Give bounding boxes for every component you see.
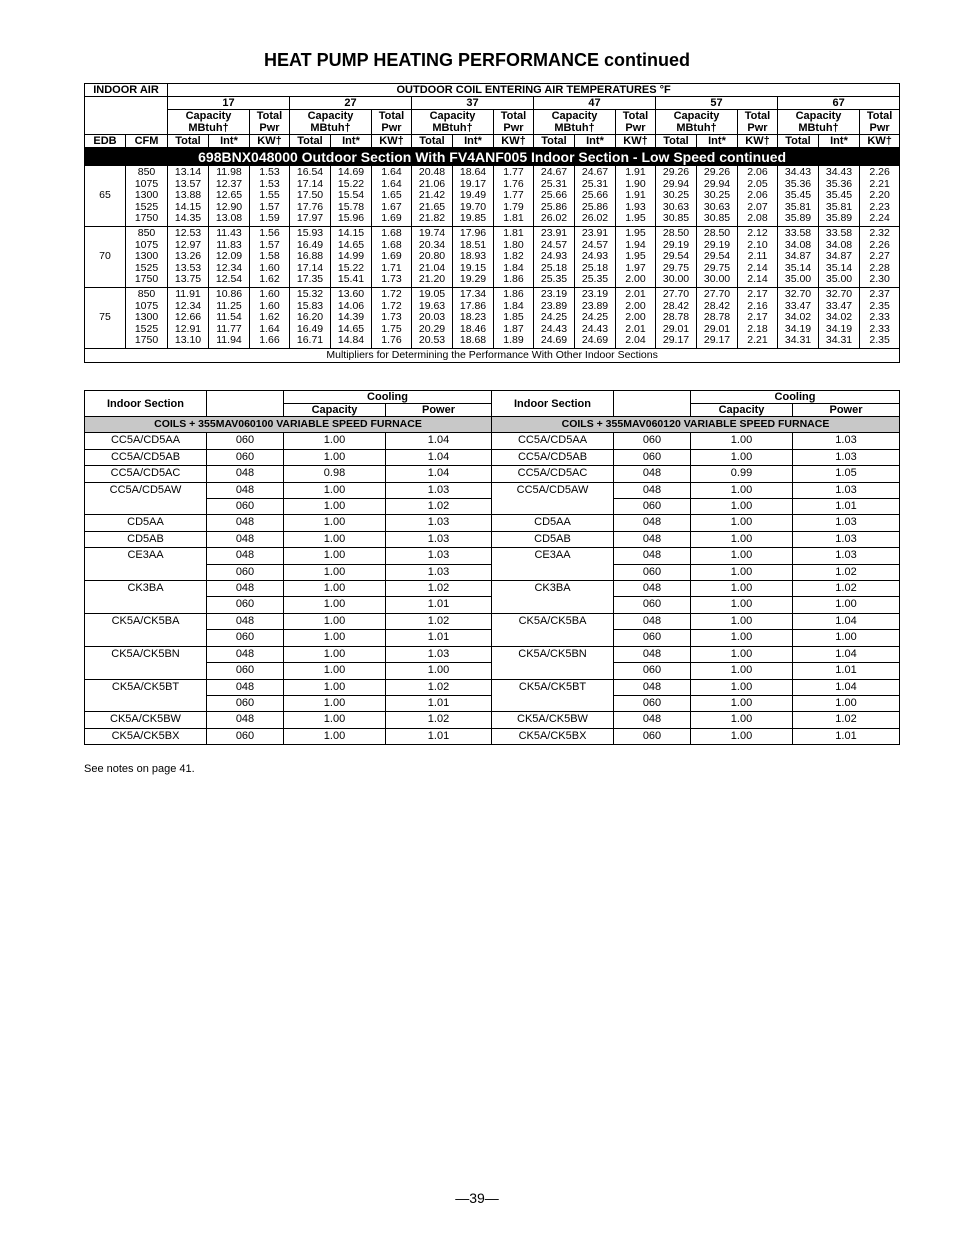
size-value: 060	[207, 597, 284, 613]
power-multiplier: 1.00	[793, 630, 900, 646]
indoor-section-value: CK3BA	[492, 581, 614, 614]
capacity-multiplier: 1.00	[284, 531, 386, 547]
indoor-section-value: CC5A/CD5AA	[492, 433, 614, 449]
total-header: Total	[412, 135, 453, 148]
total-capacity-values: 16.54 17.14 17.50 17.76 17.97	[290, 166, 331, 226]
total-capacity-values: 15.93 16.49 16.88 17.14 17.35	[290, 226, 331, 287]
edb-value: 70	[85, 226, 126, 287]
total-capacity-values: 29.26 29.94 30.25 30.63 30.85	[656, 166, 697, 226]
power-multiplier: 1.03	[793, 482, 900, 498]
capacity-multiplier: 1.00	[284, 712, 386, 728]
size-value: 048	[207, 712, 284, 728]
kw-header: KW†	[616, 135, 656, 148]
capacity-multiplier: 1.00	[691, 728, 793, 744]
capacity-header: Capacity	[284, 404, 386, 417]
power-multiplier: 1.03	[793, 515, 900, 531]
power-multiplier: 1.01	[793, 728, 900, 744]
capacity-multiplier: 1.00	[284, 663, 386, 679]
size-value: 060	[614, 499, 691, 515]
size-value: 060	[614, 630, 691, 646]
int-header: Int*	[331, 135, 372, 148]
power-multiplier: 1.00	[793, 597, 900, 613]
size-value: 060	[207, 663, 284, 679]
capacity-multiplier: 1.00	[691, 531, 793, 547]
indoor-section-value: CD5AB	[85, 531, 207, 547]
capacity-multiplier: 1.00	[691, 482, 793, 498]
total-capacity-values: 12.53 12.97 13.26 13.53 13.75	[168, 226, 209, 287]
cfm-value: 1075	[134, 238, 159, 251]
temp-header: 37	[412, 97, 534, 110]
power-multiplier: 1.03	[793, 449, 900, 465]
notes-reference: See notes on page 41.	[84, 763, 195, 775]
power-multiplier: 1.04	[386, 433, 492, 449]
cfm-value: 1525	[134, 322, 159, 335]
kw-values: 1.60 1.60 1.62 1.64 1.66	[250, 287, 290, 348]
indoor-section-value: CC5A/CD5AB	[492, 449, 614, 465]
size-value: 048	[207, 548, 284, 564]
power-multiplier: 1.04	[793, 613, 900, 629]
kw-values: 1.77 1.76 1.77 1.79 1.81	[494, 166, 534, 226]
page-number: —39—	[455, 1190, 499, 1206]
int-capacity-values: 32.70 33.47 34.02 34.19 34.31	[819, 287, 860, 348]
indoor-section-value: CC5A/CD5AW	[492, 482, 614, 515]
total-header: Total	[534, 135, 575, 148]
total-capacity-values: 28.50 29.19 29.54 29.75 30.00	[656, 226, 697, 287]
kw-values: 1.68 1.68 1.69 1.71 1.73	[372, 226, 412, 287]
cfm-value: 1525	[134, 261, 159, 274]
total-capacity-values: 23.19 23.89 24.25 24.43 24.69	[534, 287, 575, 348]
total-capacity-values: 19.74 20.34 20.80 21.04 21.20	[412, 226, 453, 287]
int-capacity-values: 33.58 34.08 34.87 35.14 35.00	[819, 226, 860, 287]
power-multiplier: 1.01	[386, 728, 492, 744]
kw-values: 1.81 1.80 1.82 1.84 1.86	[494, 226, 534, 287]
kw-values: 1.64 1.64 1.65 1.67 1.69	[372, 166, 412, 226]
power-multiplier: 1.04	[793, 646, 900, 662]
kw-header: KW†	[250, 135, 290, 148]
capacity-multiplier: 1.00	[284, 613, 386, 629]
indoor-section-value: CC5A/CD5AC	[85, 466, 207, 482]
capacity-multiplier: 1.00	[691, 581, 793, 597]
cooling-header: Cooling	[691, 391, 900, 404]
cfm-value: 850	[137, 226, 156, 239]
capacity-header: Capacity MBtuh†	[778, 110, 860, 135]
indoor-section-value: CC5A/CD5AB	[85, 449, 207, 465]
power-multiplier: 1.05	[793, 466, 900, 482]
kw-values: 2.06 2.05 2.06 2.07 2.08	[738, 166, 778, 226]
total-header: Total	[168, 135, 209, 148]
power-header: Power	[386, 404, 492, 417]
total-header: Total	[290, 135, 331, 148]
int-header: Int*	[575, 135, 616, 148]
indoor-section-value: CE3AA	[85, 548, 207, 581]
total-capacity-values: 32.70 33.47 34.02 34.19 34.31	[778, 287, 819, 348]
int-capacity-values: 14.15 14.65 14.99 15.22 15.41	[331, 226, 372, 287]
capacity-multiplier: 1.00	[691, 548, 793, 564]
power-multiplier: 1.02	[793, 712, 900, 728]
int-header: Int*	[209, 135, 250, 148]
size-value: 048	[207, 581, 284, 597]
capacity-header: Capacity MBtuh†	[168, 110, 250, 135]
int-capacity-values: 27.70 28.42 28.78 29.01 29.17	[697, 287, 738, 348]
indoor-section-value: CK5A/CK5BX	[492, 728, 614, 744]
capacity-multiplier: 1.00	[284, 482, 386, 498]
power-multiplier: 1.02	[793, 564, 900, 580]
cfm-value: 1300	[134, 250, 159, 263]
int-capacity-values: 17.96 18.51 18.93 19.15 19.29	[453, 226, 494, 287]
power-multiplier: 1.00	[793, 695, 900, 711]
size-value: 060	[207, 449, 284, 465]
capacity-multiplier: 1.00	[284, 581, 386, 597]
capacity-multiplier: 1.00	[691, 597, 793, 613]
size-value: 048	[207, 482, 284, 498]
kw-header: KW†	[738, 135, 778, 148]
indoor-section-value: CK3BA	[85, 581, 207, 614]
indoor-section-value: CC5A/CD5AA	[85, 433, 207, 449]
int-capacity-values: 28.50 29.19 29.54 29.75 30.00	[697, 226, 738, 287]
capacity-multiplier: 1.00	[691, 630, 793, 646]
kw-values: 2.01 2.00 2.00 2.01 2.04	[616, 287, 656, 348]
size-value: 060	[614, 695, 691, 711]
capacity-multiplier: 1.00	[691, 515, 793, 531]
kw-values: 1.95 1.94 1.95 1.97 2.00	[616, 226, 656, 287]
capacity-multiplier: 1.00	[691, 679, 793, 695]
power-multiplier: 1.03	[386, 548, 492, 564]
capacity-header: Capacity	[691, 404, 793, 417]
size-value: 048	[207, 515, 284, 531]
cfm-values	[126, 166, 168, 226]
size-value: 060	[614, 597, 691, 613]
indoor-section-value: CK5A/CK5BN	[492, 646, 614, 679]
cfm-value: 850	[137, 287, 156, 300]
int-capacity-values: 10.86 11.25 11.54 11.77 11.94	[209, 287, 250, 348]
power-multiplier: 1.04	[793, 679, 900, 695]
kw-values: 1.72 1.72 1.73 1.75 1.76	[372, 287, 412, 348]
indoor-section-value: CE3AA	[492, 548, 614, 581]
edb-header: EDB	[85, 135, 126, 148]
edb-cfm-spacer	[85, 97, 168, 135]
power-multiplier: 1.00	[386, 663, 492, 679]
size-value: 048	[614, 482, 691, 498]
size-value: 048	[614, 613, 691, 629]
capacity-multiplier: 1.00	[691, 433, 793, 449]
size-header	[207, 391, 284, 417]
power-multiplier: 1.03	[386, 531, 492, 547]
temp-header: 67	[778, 97, 900, 110]
indoor-section-value: CK5A/CK5BT	[85, 679, 207, 712]
int-capacity-values: 13.60 14.06 14.39 14.65 14.84	[331, 287, 372, 348]
size-header	[614, 391, 691, 417]
cfm-values	[126, 287, 168, 348]
total-capacity-values: 13.14 13.57 13.88 14.15 14.35	[168, 166, 209, 226]
size-value: 060	[614, 663, 691, 679]
size-value: 060	[614, 449, 691, 465]
power-multiplier: 1.01	[386, 695, 492, 711]
int-capacity-values: 11.98 12.37 12.65 12.90 13.08	[209, 166, 250, 226]
power-multiplier: 1.04	[386, 449, 492, 465]
capacity-multiplier: 1.00	[284, 630, 386, 646]
power-multiplier: 1.03	[386, 482, 492, 498]
total-capacity-values: 24.67 25.31 25.66 25.86 26.02	[534, 166, 575, 226]
cfm-value: 1525	[134, 200, 159, 213]
indoor-section-value: CK5A/CK5BN	[85, 646, 207, 679]
capacity-multiplier: 1.00	[691, 663, 793, 679]
multipliers-table	[84, 390, 900, 745]
total-capacity-values: 27.70 28.42 28.78 29.01 29.17	[656, 287, 697, 348]
power-multiplier: 1.02	[793, 581, 900, 597]
total-capacity-values: 33.58 34.08 34.87 35.14 35.00	[778, 226, 819, 287]
size-value: 060	[207, 564, 284, 580]
size-value: 048	[614, 581, 691, 597]
power-multiplier: 1.02	[386, 613, 492, 629]
size-value: 060	[614, 564, 691, 580]
power-multiplier: 1.02	[386, 712, 492, 728]
power-multiplier: 1.01	[793, 663, 900, 679]
capacity-multiplier: 1.00	[691, 449, 793, 465]
capacity-multiplier: 1.00	[691, 613, 793, 629]
cooling-header: Cooling	[284, 391, 492, 404]
temp-header: 47	[534, 97, 656, 110]
coil-furnace-left: COILS + 355MAV060100 VARIABLE SPEED FURNACE	[85, 417, 492, 433]
power-multiplier: 1.04	[386, 466, 492, 482]
power-multiplier: 1.01	[386, 597, 492, 613]
indoor-section-value: CC5A/CD5AC	[492, 466, 614, 482]
size-value: 048	[207, 531, 284, 547]
indoor-section-value: CK5A/CK5BA	[492, 613, 614, 646]
total-header: Total	[656, 135, 697, 148]
size-value: 048	[614, 646, 691, 662]
cfm-value: 1075	[134, 177, 159, 190]
size-value: 048	[614, 531, 691, 547]
coil-furnace-right: COILS + 355MAV060120 VARIABLE SPEED FURNACE	[492, 417, 900, 433]
kw-values: 2.26 2.21 2.20 2.23 2.24	[860, 166, 900, 226]
kw-header: KW†	[494, 135, 534, 148]
capacity-multiplier: 1.00	[691, 646, 793, 662]
size-value: 060	[614, 728, 691, 744]
cfm-value: 1300	[134, 189, 159, 202]
size-value: 048	[614, 679, 691, 695]
outdoor-temp-header: OUTDOOR COIL ENTERING AIR TEMPERATURES °F	[168, 84, 900, 97]
int-capacity-values: 17.34 17.86 18.23 18.46 18.68	[453, 287, 494, 348]
indoor-section-value: CK5A/CK5BA	[85, 613, 207, 646]
size-value: 048	[614, 515, 691, 531]
total-pwr-header: Total Pwr	[738, 110, 778, 135]
power-multiplier: 1.02	[386, 499, 492, 515]
total-capacity-values: 11.91 12.34 12.66 12.91 13.10	[168, 287, 209, 348]
int-capacity-values: 23.19 23.89 24.25 24.43 24.69	[575, 287, 616, 348]
capacity-header: Capacity MBtuh†	[412, 110, 494, 135]
indoor-section-header: Indoor Section	[492, 391, 614, 417]
capacity-multiplier: 1.00	[284, 597, 386, 613]
capacity-multiplier: 1.00	[691, 695, 793, 711]
indoor-section-value: CD5AA	[85, 515, 207, 531]
capacity-multiplier: 0.99	[691, 466, 793, 482]
power-multiplier: 1.01	[386, 630, 492, 646]
power-multiplier: 1.02	[386, 679, 492, 695]
int-capacity-values: 29.26 29.94 30.25 30.63 30.85	[697, 166, 738, 226]
size-value: 048	[207, 613, 284, 629]
capacity-multiplier: 1.00	[284, 728, 386, 744]
power-multiplier: 1.01	[793, 499, 900, 515]
int-capacity-values: 24.67 25.31 25.66 25.86 26.02	[575, 166, 616, 226]
size-value: 048	[614, 466, 691, 482]
size-value: 048	[614, 712, 691, 728]
total-pwr-header: Total Pwr	[250, 110, 290, 135]
capacity-multiplier: 1.00	[284, 695, 386, 711]
multipliers-caption: Multipliers for Determining the Performance With Other Indoor Sections	[85, 348, 900, 362]
indoor-section-value: CK5A/CK5BW	[85, 712, 207, 728]
capacity-multiplier: 1.00	[284, 499, 386, 515]
int-header: Int*	[453, 135, 494, 148]
indoor-section-value: CK5A/CK5BT	[492, 679, 614, 712]
capacity-multiplier: 1.00	[284, 679, 386, 695]
cfm-values	[126, 226, 168, 287]
size-value: 048	[207, 646, 284, 662]
indoor-section-value: CK5A/CK5BW	[492, 712, 614, 728]
cfm-value: 1300	[134, 311, 159, 324]
int-capacity-values: 11.43 11.83 12.09 12.34 12.54	[209, 226, 250, 287]
total-pwr-header: Total Pwr	[372, 110, 412, 135]
kw-values: 1.53 1.53 1.55 1.57 1.59	[250, 166, 290, 226]
capacity-multiplier: 1.00	[284, 646, 386, 662]
total-header: Total	[778, 135, 819, 148]
capacity-header: Capacity MBtuh†	[290, 110, 372, 135]
total-capacity-values: 15.32 15.83 16.20 16.49 16.71	[290, 287, 331, 348]
cfm-header: CFM	[126, 135, 168, 148]
size-value: 048	[207, 466, 284, 482]
cfm-value: 1750	[134, 273, 159, 286]
kw-header: KW†	[860, 135, 900, 148]
indoor-section-header: Indoor Section	[85, 391, 207, 417]
temp-header: 57	[656, 97, 778, 110]
int-capacity-values: 23.91 24.57 24.93 25.18 25.35	[575, 226, 616, 287]
capacity-header: Capacity MBtuh†	[656, 110, 738, 135]
size-value: 060	[207, 433, 284, 449]
int-header: Int*	[819, 135, 860, 148]
size-value: 060	[207, 630, 284, 646]
kw-header: KW†	[372, 135, 412, 148]
kw-values: 1.91 1.90 1.91 1.93 1.95	[616, 166, 656, 226]
int-header: Int*	[697, 135, 738, 148]
int-capacity-values: 14.69 15.22 15.54 15.78 15.96	[331, 166, 372, 226]
kw-values: 1.86 1.84 1.85 1.87 1.89	[494, 287, 534, 348]
size-value: 048	[614, 548, 691, 564]
power-multiplier: 1.03	[793, 531, 900, 547]
indoor-air-header: INDOOR AIR	[85, 84, 168, 97]
size-value: 048	[207, 679, 284, 695]
total-capacity-values: 23.91 24.57 24.93 25.18 25.35	[534, 226, 575, 287]
indoor-section-value: CD5AB	[492, 531, 614, 547]
total-pwr-header: Total Pwr	[616, 110, 656, 135]
size-value: 060	[207, 695, 284, 711]
temp-header: 17	[168, 97, 290, 110]
int-capacity-values: 34.43 35.36 35.45 35.81 35.89	[819, 166, 860, 226]
section-band: 698BNX048000 Outdoor Section With FV4ANF005 Indoor Section - Low Speed continued	[85, 148, 900, 167]
kw-values: 1.56 1.57 1.58 1.60 1.62	[250, 226, 290, 287]
power-multiplier: 1.03	[386, 646, 492, 662]
size-value: 060	[614, 433, 691, 449]
capacity-multiplier: 1.00	[691, 499, 793, 515]
cfm-value: 850	[137, 166, 156, 178]
total-capacity-values: 20.48 21.06 21.42 21.65 21.82	[412, 166, 453, 226]
kw-values: 2.37 2.35 2.33 2.33 2.35	[860, 287, 900, 348]
temp-header: 27	[290, 97, 412, 110]
capacity-multiplier: 0.98	[284, 466, 386, 482]
power-multiplier: 1.02	[386, 581, 492, 597]
size-value: 060	[207, 728, 284, 744]
size-value: 060	[207, 499, 284, 515]
capacity-multiplier: 1.00	[284, 564, 386, 580]
page-title: HEAT PUMP HEATING PERFORMANCE continued	[263, 50, 690, 70]
capacity-header: Capacity MBtuh†	[534, 110, 616, 135]
capacity-multiplier: 1.00	[284, 548, 386, 564]
heating-performance-table	[84, 83, 900, 363]
kw-values: 2.32 2.26 2.27 2.28 2.30	[860, 226, 900, 287]
total-pwr-header: Total Pwr	[860, 110, 900, 135]
total-pwr-header: Total Pwr	[494, 110, 534, 135]
total-capacity-values: 34.43 35.36 35.45 35.81 35.89	[778, 166, 819, 226]
edb-value: 65	[85, 166, 126, 226]
power-header: Power	[793, 404, 900, 417]
capacity-multiplier: 1.00	[691, 712, 793, 728]
cfm-value: 1750	[134, 212, 159, 225]
power-multiplier: 1.03	[793, 548, 900, 564]
capacity-multiplier: 1.00	[284, 449, 386, 465]
power-multiplier: 1.03	[793, 433, 900, 449]
capacity-multiplier: 1.00	[284, 515, 386, 531]
total-capacity-values: 19.05 19.63 20.03 20.29 20.53	[412, 287, 453, 348]
power-multiplier: 1.03	[386, 515, 492, 531]
int-capacity-values: 18.64 19.17 19.49 19.70 19.85	[453, 166, 494, 226]
kw-values: 2.12 2.10 2.11 2.14 2.14	[738, 226, 778, 287]
indoor-section-value: CD5AA	[492, 515, 614, 531]
kw-values: 2.17 2.16 2.17 2.18 2.21	[738, 287, 778, 348]
capacity-multiplier: 1.00	[691, 564, 793, 580]
cfm-value: 1750	[134, 334, 159, 347]
edb-value: 75	[85, 287, 126, 348]
cfm-value: 1075	[134, 299, 159, 312]
power-multiplier: 1.03	[386, 564, 492, 580]
indoor-section-value: CC5A/CD5AW	[85, 482, 207, 515]
capacity-multiplier: 1.00	[284, 433, 386, 449]
indoor-section-value: CK5A/CK5BX	[85, 728, 207, 744]
